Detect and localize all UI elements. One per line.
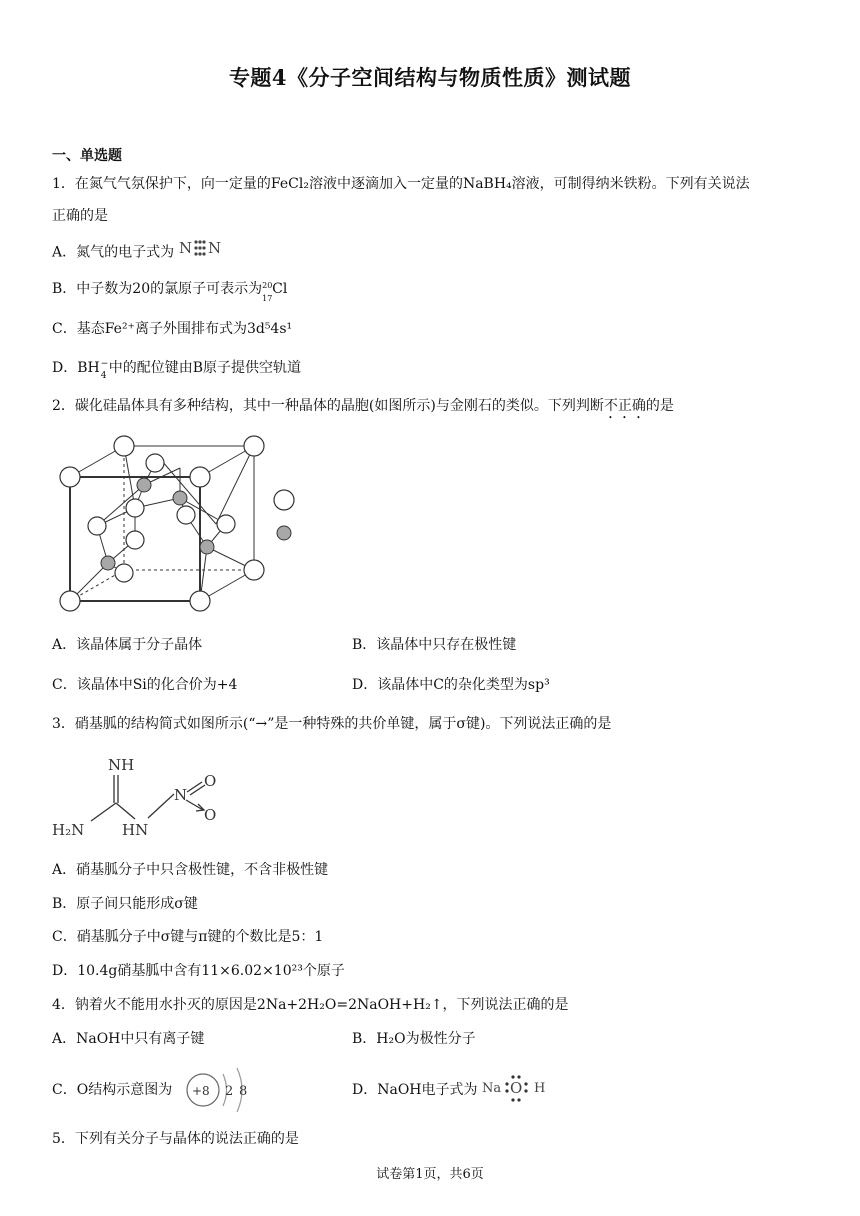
q3-option-b: B．原子间只能形成σ键 [52,896,198,912]
naoh-electron-formula [482,1072,552,1106]
nitroguanidine-nitro-n: N [174,786,188,804]
q1-option-d-prefix: D．BH [52,360,100,376]
q2-stem-emphasis: 不正确 [603,398,646,414]
page-title: 专题4《分子空间结构与物质性质》测试题 [228,65,632,90]
oxygen-structure-diagram [183,1064,255,1116]
n2-atom-2: N [207,239,221,257]
nitroguanidine-hn: HN [122,821,149,839]
q3-option-a: A．硝基胍分子中只含极性键，不含非极性键 [52,862,329,878]
sic-unit-cell-figure [50,432,310,617]
q1-option-a [52,240,223,265]
q2-stem-prefix: 2．碳化硅晶体具有多种结构，其中一种晶体的晶胞(如图所示)与金刚石的类似。下列判断 [52,398,604,414]
chlorine-mass-number: 20 [262,281,273,290]
q1-option-d-suffix: 中的配位键由B原子提供空轨道 [108,360,302,376]
n2-atom-1: N [178,239,192,257]
bh4-superscript: − [100,359,109,369]
naoh-oxygen: O [510,1079,523,1097]
q3-option-c: C．硝基胍分子中σ键与π键的个数比是5：1 [52,929,324,945]
section-heading: 一、单选题 [52,148,122,164]
nitroguanidine-imine: NH [108,756,135,774]
q4-stem: 4．钠着火不能用水扑灭的原因是2Na+2H₂O=2NaOH+H₂↑，下列说法正确的是 [52,997,569,1013]
q2-option-a: A．该晶体属于分子晶体 [52,637,203,653]
q1-option-c: C．基态Fe²⁺离子外围排布式为3d⁵4s¹ [52,321,293,337]
chlorine-nuclide [262,280,290,303]
naoh-sodium: Na [482,1081,502,1096]
q1-option-b-text: B．中子数为20的氯原子可表示为 [52,281,263,297]
nitroguanidine-amine: H₂N [52,821,85,839]
oxygen-nucleus-charge: +8 [192,1084,210,1098]
n2-electron-formula [179,238,223,263]
q1-stem-line2: 正确的是 [52,208,108,224]
bh4-subscript: 4 [100,371,107,381]
q4-option-c: C．O结构示意图为 [52,1082,173,1098]
oxygen-shell-1: 2 [225,1084,234,1099]
q2-option-b: B．该晶体中只存在极性键 [352,637,517,653]
q2-stem [52,397,674,422]
q2-option-c: C．该晶体中Si的化合价为+4 [52,677,238,693]
q5-stem: 5．下列有关分子与晶体的说法正确的是 [52,1131,299,1147]
bh4-charge [100,359,109,381]
nitroguanidine-oxygen-2: O [204,806,217,824]
n2-electron-formula-svg [179,238,223,258]
q2-option-d: D．该晶体中C的杂化类型为sp³ [352,677,550,693]
q2-stem-suffix: 的是 [645,398,674,414]
q4-option-b: B．H₂O为极性分子 [352,1031,476,1047]
q3-stem: 3．硝基胍的结构简式如图所示(“→”是一种特殊的共价单键，属于σ键)。下列说法正确的是 [52,716,612,732]
q1-stem-line1: 1．在氮气气氛保护下，向一定量的FeCl₂溶液中逐滴加入一定量的NaBH₄溶液，可制得纳米铁粉。下列有关说法 [52,176,750,192]
q4-option-d: D．NaOH电子式为 [352,1082,478,1098]
oxygen-shell-2: 8 [239,1084,248,1099]
q3-option-d: D．10.4g硝基胍中含有11×6.02×10²³个原子 [52,963,345,979]
q1-option-b [52,280,290,303]
q4-option-a: A．NaOH中只有离子键 [52,1031,205,1047]
q1-option-d [52,359,302,381]
nitroguanidine-structure-figure [50,748,230,848]
page-footer: 试卷第1页，共6页 [376,1167,484,1182]
chlorine-symbol: Cl [272,281,288,297]
q1-option-a-text: A．氮气的电子式为 [52,244,175,261]
chlorine-atomic-number: 17 [262,294,273,303]
nitroguanidine-oxygen-1: O [204,772,217,790]
naoh-hydrogen: H [534,1081,546,1096]
